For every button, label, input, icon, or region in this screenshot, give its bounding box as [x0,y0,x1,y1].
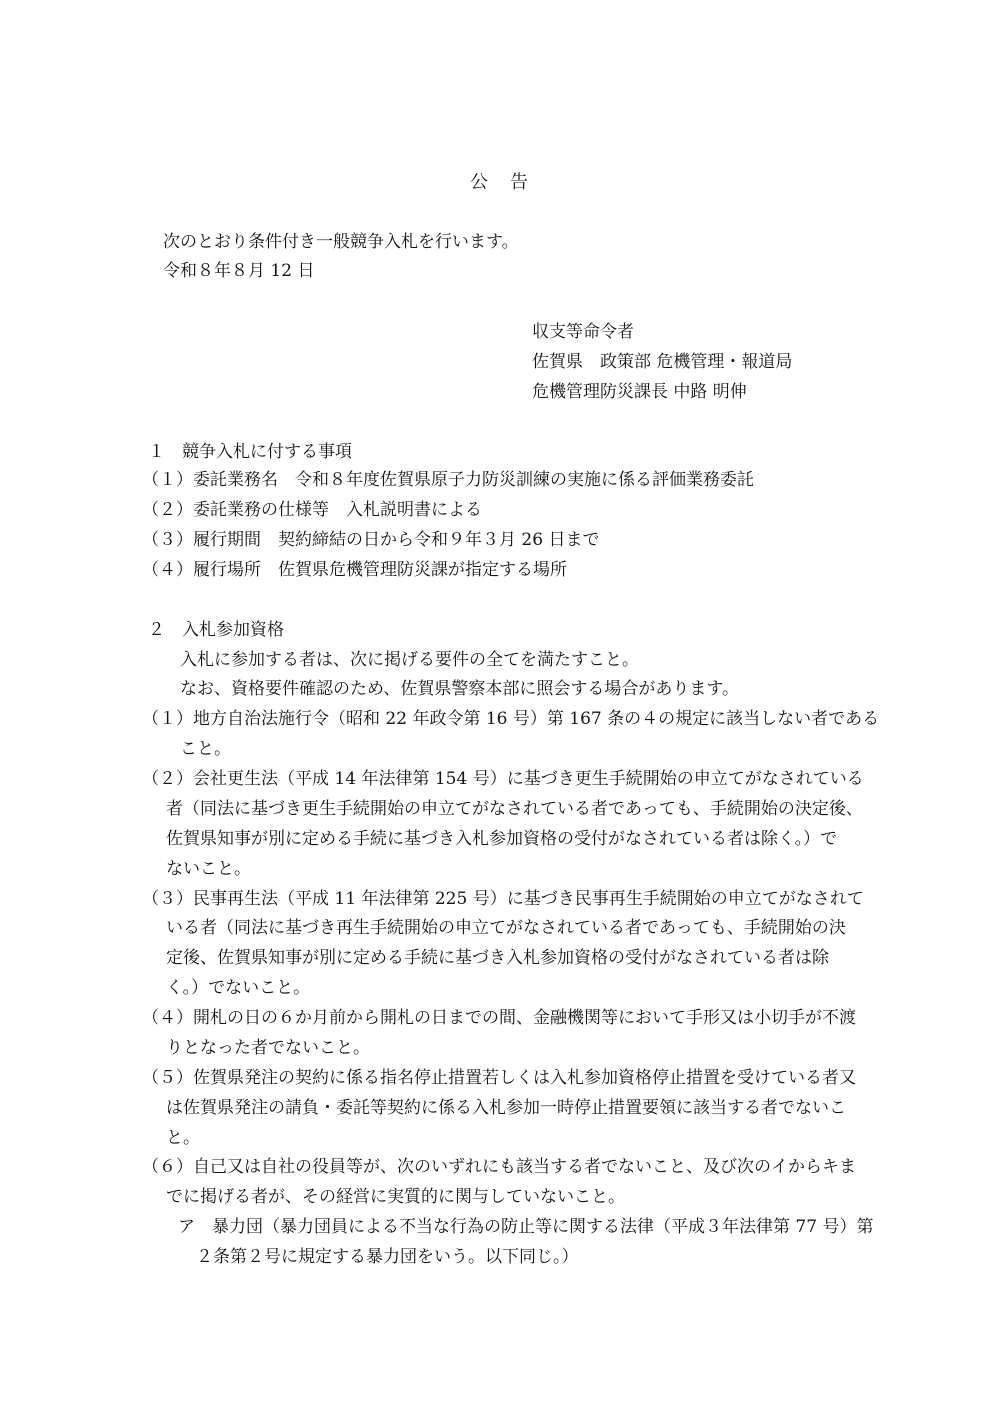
section1-item2: （２）委託業務の仕様等 入札説明書による [142,500,482,520]
issuer-name: 危機管理防災課長 中路 明伸 [532,382,747,402]
issuer-role: 収支等命令者 [532,322,634,342]
section2-item2-line2: 者（同法に基づき更生手続開始の申立てがなされている者であっても、手続開始の決定後、 [166,799,863,819]
section2-item1-line1: （１）地方自治法施行令（昭和 22 年政令第 16 号）第 167 条の４の規定に該当しない者である [142,709,880,729]
section1-heading: １ 競争入札に付する事項 [148,442,352,462]
section2-item5-line1: （５）佐賀県発注の契約に係る指名停止措置若しくは入札参加資格停止措置を受けている者又 [142,1068,856,1088]
section2-item2-line4: ないこと。 [166,859,251,879]
section2-item2-line1: （２）会社更生法（平成 14 年法律第 154 号）に基づき更生手続開始の申立てがなされている [142,769,864,789]
section2-item6-line2: でに掲げる者が、その経営に実質的に関与していないこと。 [166,1187,625,1207]
section1-item1: （１）委託業務名 令和８年度佐賀県原子力防災訓練の実施に係る評価業務委託 [142,470,754,490]
section2-item1-line2: こと。 [180,739,231,759]
section2-item3-line3: 定後、佐賀県知事が別に定める手続に基づき入札参加資格の受付がなされている者は除 [166,948,829,968]
section2-item3-line2: いる者（同法に基づき再生手続開始の申立てがなされている者であっても、手続開始の決 [166,918,846,938]
section2-paragraph1: 入札に参加する者は、次に掲げる要件の全てを満たすこと。 [180,650,639,670]
section2-item5-line3: と。 [166,1128,200,1148]
notice-date: 令和８年８月 12 日 [163,261,315,281]
section2-heading: ２ 入札参加資格 [148,620,284,640]
section2-item4-line1: （４）開札の日の６か月前から開札の日までの間、金融機関等において手形又は小切手が不渡 [142,1008,856,1028]
issuer-department: 佐賀県 政策部 危機管理・報道局 [532,352,793,372]
section2-sub-a-line1: ア 暴力団（暴力団員による不当な行為の防止等に関する法律（平成３年法律第 77 号）第 [178,1217,874,1237]
section2-item5-line2: は佐賀県発注の請負・委託等契約に係る入札参加一時停止措置要領に該当する者でないこ [166,1098,846,1118]
section1-item3: （３）履行期間 契約締結の日から令和９年３月 26 日まで [142,530,600,550]
intro-text: 次のとおり条件付き一般競争入札を行います。 [163,232,519,252]
section2-item3-line1: （３）民事再生法（平成 11 年法律第 225 号）に基づき民事再生手続開始の申立てがなされて [142,889,864,909]
section2-item3-line4: く。）でないこと。 [166,978,311,998]
section2-item6-line1: （６）自己又は自社の役員等が、次のいずれにも該当する者でないこと、及び次のイからキま [142,1157,856,1177]
section2-item2-line3: 佐賀県知事が別に定める手続に基づき入札参加資格の受付がなされている者は除く。）で [166,829,838,849]
section1-item4: （４）履行場所 佐賀県危機管理防災課が指定する場所 [142,560,567,580]
section2-item4-line2: りとなった者でないこと。 [166,1038,370,1058]
section2-paragraph2: なお、資格要件確認のため、佐賀県警察本部に照会する場合があります。 [180,679,739,699]
page-title: 公 告 [470,172,530,193]
section2-sub-a-line2: ２条第２号に規定する暴力団をいう。以下同じ。） [196,1247,579,1267]
